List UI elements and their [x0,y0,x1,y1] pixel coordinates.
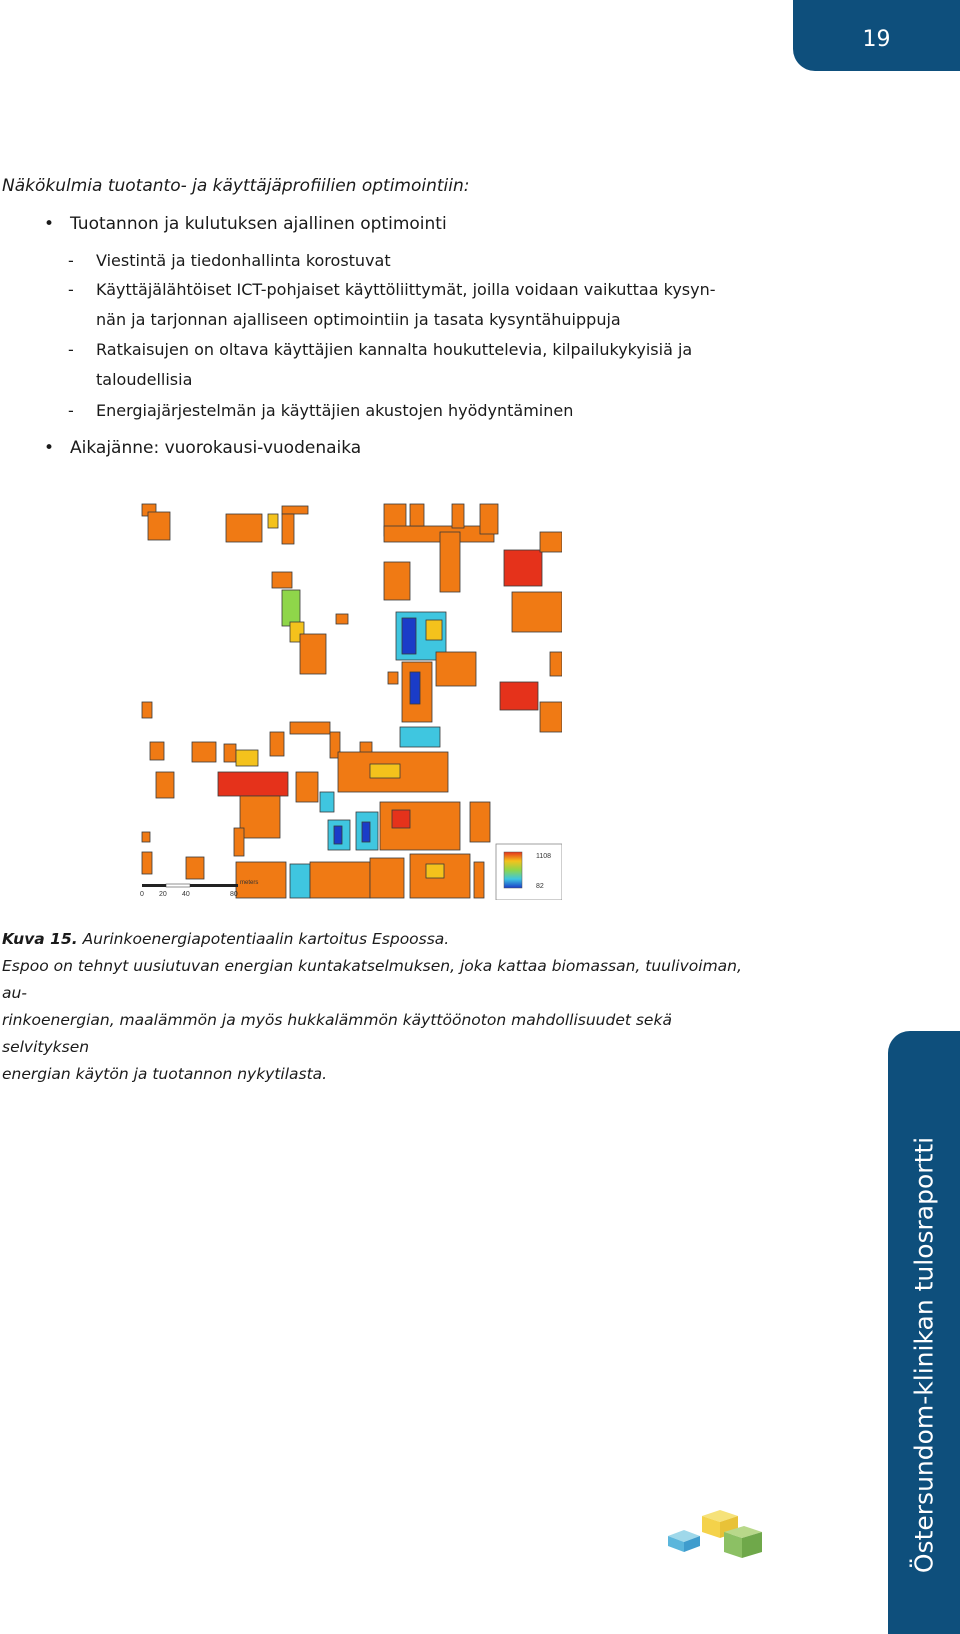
caption-label: Kuva 15. [2,930,78,948]
caption-title: Aurinkoenergiapotentiaalin kartoitus Espoossa. [82,930,450,948]
bullet-dot-icon: • [44,438,55,458]
sub-item-text: Energiajärjestelmän ja käyttäjien akustojen hyödyntäminen [96,401,574,420]
bullet-dot-icon: • [44,214,55,234]
sub-item-text: taloudellisia [96,370,193,389]
map-drawing [140,502,562,900]
dash-icon: - [68,280,74,299]
caption-line: Espoo on tehnyt uusiutuvan energian kuntakatselmuksen, joka kattaa biomassan, tuulivoiman, au- [2,957,742,1002]
map-legend [496,844,562,900]
caption-line: energian käytön ja tuotannon nykytilasta. [2,1065,328,1083]
bullet-text: Aikajänne: vuorokausi-vuodenaika [70,438,362,458]
section-heading: Näkökulmia tuotanto- ja käyttäjäprofiilien optimointiin: [2,176,470,196]
bullet-text: Tuotannon ja kulutuksen ajallinen optimointi [70,214,447,234]
sub-item-text: Viestintä ja tiedonhallinta korostuvat [96,251,391,270]
dash-icon: - [68,401,74,420]
scale-tick: 40 [182,891,190,898]
scale-tick: 20 [159,891,167,898]
sub-item-text: nän ja tarjonnan ajalliseen optimointiin ja tasata kysyntähuippuja [96,310,621,329]
dash-icon: - [68,251,74,270]
scale-tick: 80 [230,891,238,898]
cube-logo-icon [668,1506,764,1570]
page-number-tab [793,0,960,71]
caption-title-line [2,926,762,953]
side-title: Östersundom-klinikan tulosraportti [909,1136,939,1574]
scale-tick: 0 [140,891,144,898]
legend-min: 82 [536,883,544,890]
dash-icon: - [68,340,74,359]
caption-line: rinkoenergian, maalämmön ja myös hukkalämmön käyttöönoton mahdollisuudet sekä selvityksen [2,1011,672,1056]
figure-caption [2,926,762,1088]
sub-item-text: Käyttäjälähtöiset ICT-pohjaiset käyttöliittymät, joilla voidaan vaikuttaa kysyn- [96,280,716,299]
legend-max: 1108 [536,853,552,860]
page-number: 19 [862,27,891,52]
solar-potential-map [140,502,562,900]
side-title-tab [888,1031,960,1634]
scale-unit: meters [240,880,259,886]
sub-item-text: Ratkaisujen on oltava käyttäjien kannalta houkuttelevia, kilpailukykyisiä ja [96,340,693,359]
